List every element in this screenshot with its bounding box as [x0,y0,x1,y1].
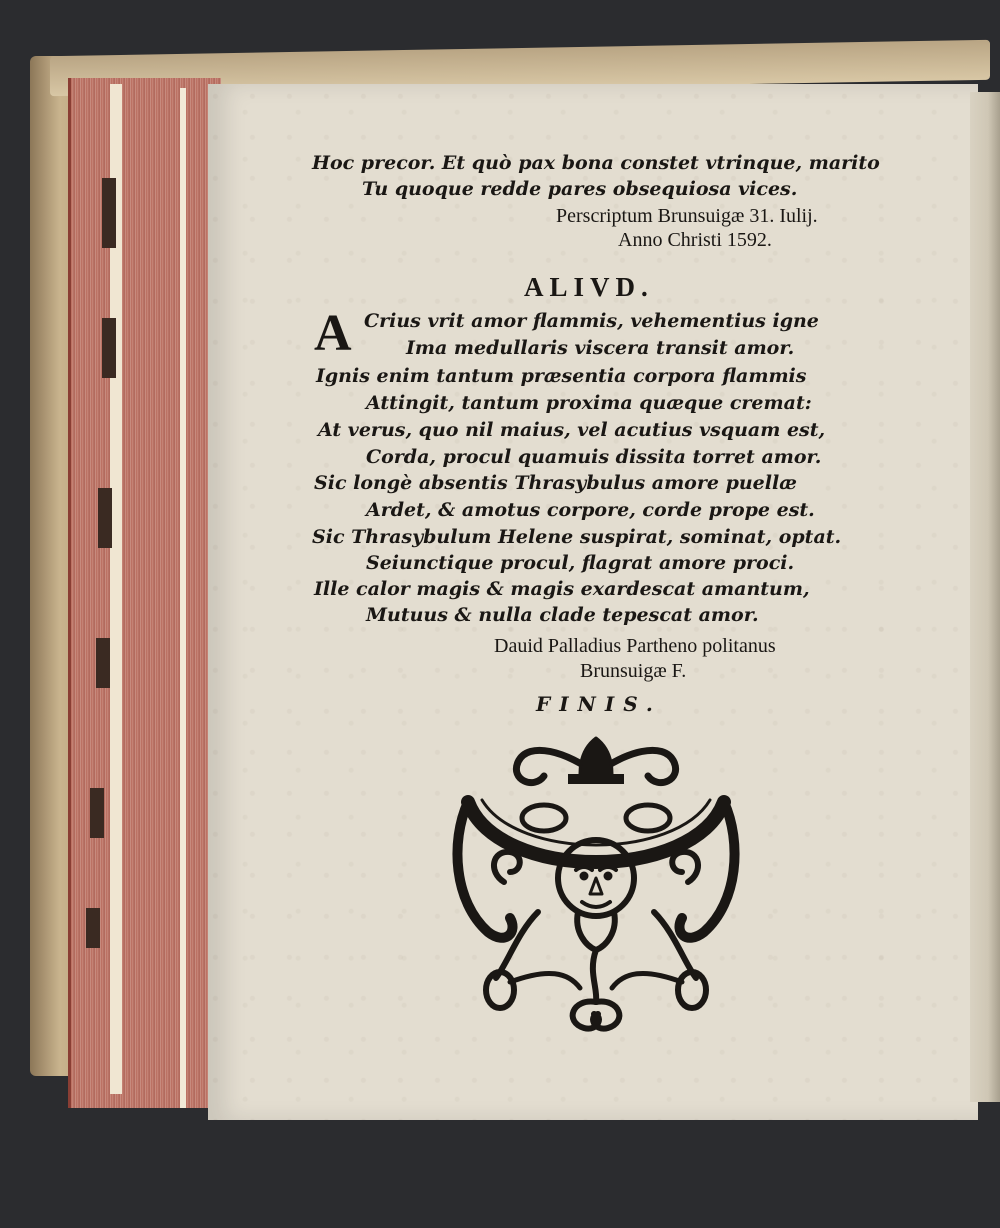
tab-mark [98,488,112,548]
poem-line: Ignis enim tantum præsentia corpora flammis [316,365,807,387]
tab-mark [102,318,116,378]
grotesque-mask-ornament-icon [448,732,744,1038]
top-poem-line-1: Hoc precor. Et quò pax bona constet vtrinque, marito [312,152,880,174]
signoff-date: Perscriptum Brunsuigæ 31. Iulij. [556,205,818,227]
page-edge-stripe [180,88,186,1108]
author-name: Dauid Palladius Partheno politanus [494,635,776,657]
author-place: Brunsuigæ F. [580,660,687,682]
section-title: ALIVD. [524,272,654,302]
facing-page-edge [970,92,1000,1102]
poem-line: Mutuus & nulla clade tepescat amor. [366,604,759,626]
poem-line: Attingit, tantum proxima quæque cremat: [366,392,812,414]
drop-cap: A [314,305,352,362]
poem-line: Sic longè absentis Thrasybulus amore puellæ [314,472,797,494]
poem-line: Seiunctique procul, flagrat amore proci. [366,552,795,574]
page-edges [68,78,221,1108]
poem-line: Ima medullaris viscera transit amor. [406,337,795,359]
signoff-year: Anno Christi 1592. [618,229,772,251]
poem-line: Crius vrit amor flammis, vehementius igne [364,310,819,332]
tab-mark [86,908,100,948]
poem-line: Sic Thrasybulum Helene suspirat, sominat, optat. [312,526,842,548]
tab-mark [102,178,116,248]
tab-mark [90,788,104,838]
poem-line: At verus, quo nil maius, vel acutius vsquam est, [318,419,826,441]
poem-line: Ardet, & amotus corpore, corde prope est. [366,499,815,521]
finis-text: FINIS. [536,692,662,716]
tab-mark [96,638,110,688]
poem-line: Corda, procul quamuis dissita torret amor. [366,446,822,468]
top-poem-line-2: Tu quoque redde pares obsequiosa vices. [362,178,798,200]
poem-line: Ille calor magis & magis exardescat amantum, [314,578,810,600]
